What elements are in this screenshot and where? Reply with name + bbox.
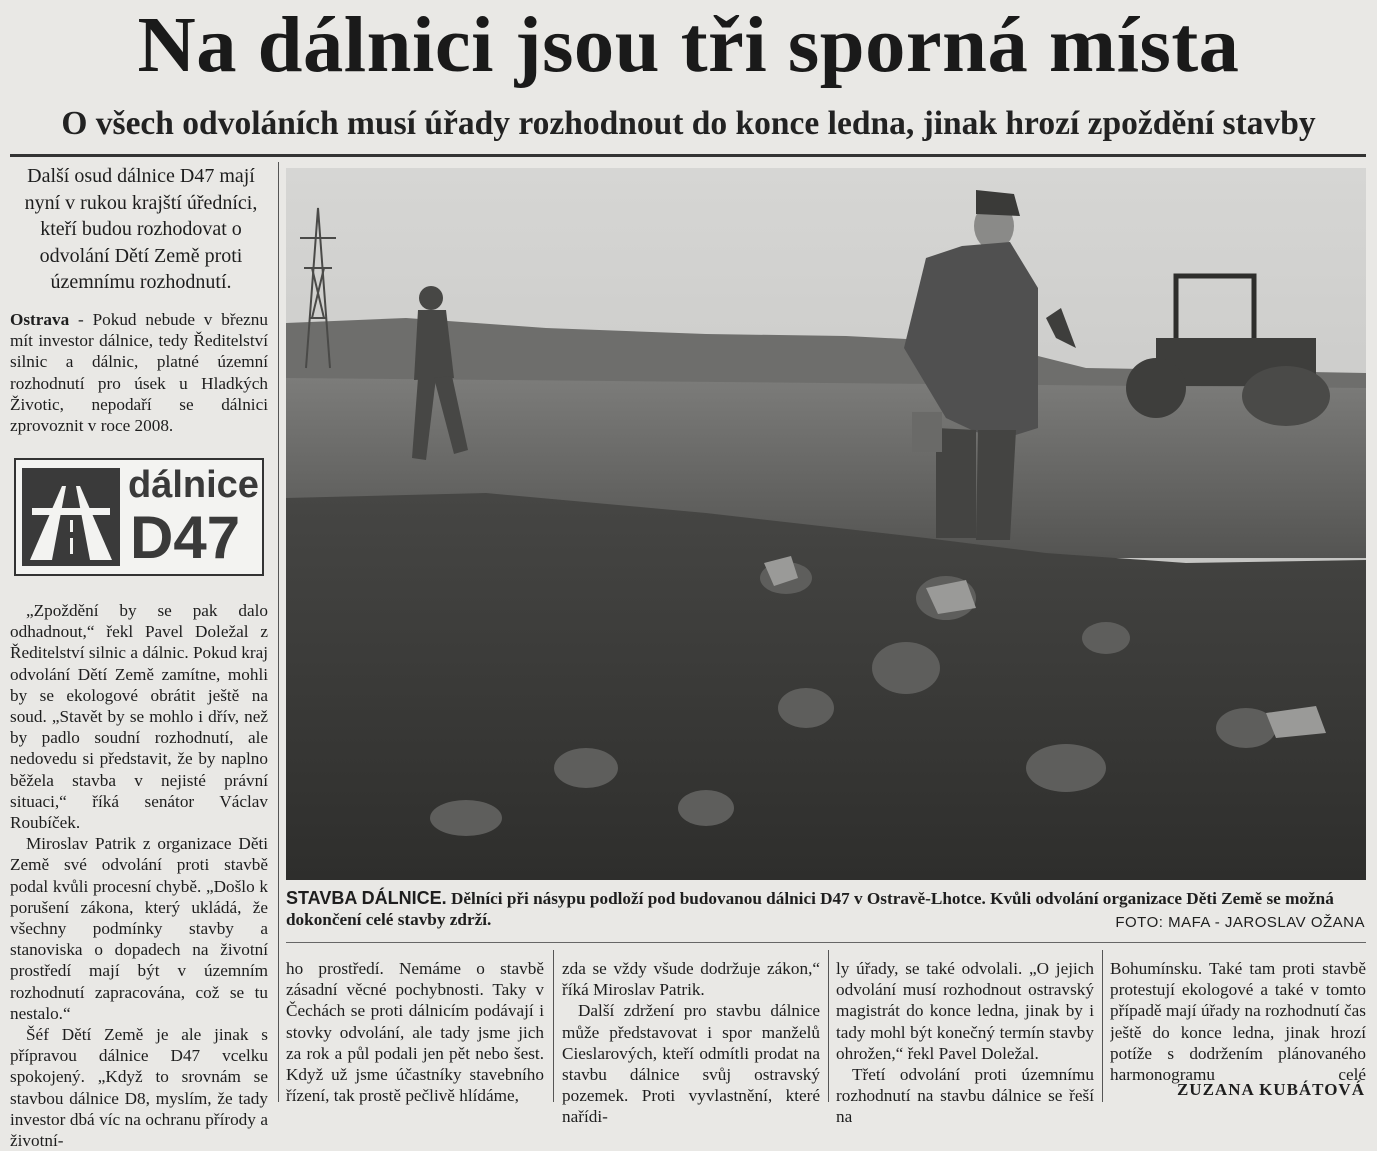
paragraph: Další zdržení pro stavbu dálnice může představovat i spor manželů Cieslarových, kteří odmítli prodat na stavbu dálnice svůj ostravský pozemek. Proti vyvlastnění, které nařídi- <box>562 1001 820 1127</box>
column-divider <box>278 162 279 1102</box>
construction-photo <box>286 168 1366 880</box>
photo-credit: FOTO: MAFA - JAROSLAV OŽANA <box>1115 914 1365 931</box>
headline: Na dálnici jsou tři sporná místa <box>137 2 1240 89</box>
column-divider <box>553 950 554 1102</box>
paragraph: „Zpoždění by se pak dalo odhadnout,“ řekl Pavel Doležal z Ředitelství silnic a dálnic. Pokud kraj odvolání Dětí Země zamítne, mohli by se ekologové obrátit ještě na soud. „Stavět by se mohlo i dřív, než by padlo soudní rozhodnutí, ale nedovedu si představit, že by naplno běžela stavba v nejisté právní situaci,“ říká senátor Václav Roubíček. <box>10 601 268 833</box>
paragraph: ly úřady, se také odvolali. „O jejich odvolání musí rozhodnout ostravský magistrát do konce ledna, jinak by i tady mohl být konečný termín stavby ohrožen,“ řekl Pavel Doležal. <box>836 959 1094 1063</box>
column-5: Bohumínsku. Také tam proti stavbě protestují ekologové a také v tomto případě mají úřady na rozhodnutí čas ještě do konce ledna, jinak hrozí potíže s dodržením plánovaného harmonogramu celé <box>1110 959 1366 1084</box>
caption-text: Dělníci při násypu podloží pod budovanou dálnici D47 v Ostravě-Lhotce. Kvůli odvolání organizace Děti Země se možná dokončení celé stavby zdrží. <box>286 889 1334 929</box>
column-divider <box>828 950 829 1102</box>
paragraph: Šéf Dětí Země je ale jinak s přípravou dálnice D47 vcelku spokojený. „Když to srovnám se stavbou dálnice D8, myslím, že tady investor dbá víc na ochranu přírody a životní- <box>10 1025 268 1151</box>
column-4 <box>836 958 1094 1128</box>
motorway-sign-icon <box>22 468 120 566</box>
caption-label: STAVBA DÁLNICE. <box>286 888 447 908</box>
dateline: Ostrava <box>10 310 70 329</box>
intro-text: - Pokud nebude v březnu mít investor dálnice, tedy Ředitelství silnic a dálnic, platné územní rozhodnutí pro úsek u Hladkých Životic, nepodaří se dálnici zprovoznit v roce 2008. <box>10 310 268 436</box>
column-2: ho prostředí. Nemáme o stavbě zásadní věcné pochybnosti. Taky v Čechách se proti dálnicím podávají i stovky odvolání, ale tady jsme jich za rok a půl podali jen pět nebo šest. Když už jsme účastníky stavebního řízení, tak prostě pečlivě hlídáme, <box>286 959 544 1106</box>
byline: ZUZANA KUBÁTOVÁ <box>1176 1080 1365 1099</box>
subheadline: O všech odvoláních musí úřady rozhodnout do konce ledna, jinak hrozí zpoždění stavby <box>61 105 1316 142</box>
paragraph: Miroslav Patrik z organizace Děti Země své odvolání proti stavbě podal kvůli procesní chybě. „Došlo k porušení zákona, který ukládá, že všechny podmínky stavby a stanoviska o dopadech na životní prostředí mají být v územním rozhodnutí zapracována, což se tu nestalo.“ <box>10 834 268 1023</box>
logo-code: D47 <box>130 504 241 571</box>
column-3 <box>562 958 820 1128</box>
dalnice-d47-logo <box>14 458 264 576</box>
lead-paragraph: Další osud dálnice D47 mají nyní v rukou krajští úředníci, kteří budou rozhodovat o odvolání Dětí Země proti územnímu rozhodnutí. <box>24 165 258 293</box>
column-1-body <box>10 600 268 1151</box>
paragraph: zda se vždy všude dodržuje zákon,“ říká Miroslav Patrik. <box>562 959 820 1000</box>
intro-paragraph <box>10 309 268 436</box>
column-divider <box>1102 950 1103 1102</box>
logo-word: dálnice <box>128 464 259 506</box>
top-rule <box>10 154 1366 157</box>
caption-rule <box>286 942 1366 943</box>
paragraph: Třetí odvolání proti územnímu rozhodnutí na stavbu dálnice se řeší na <box>836 1065 1094 1127</box>
